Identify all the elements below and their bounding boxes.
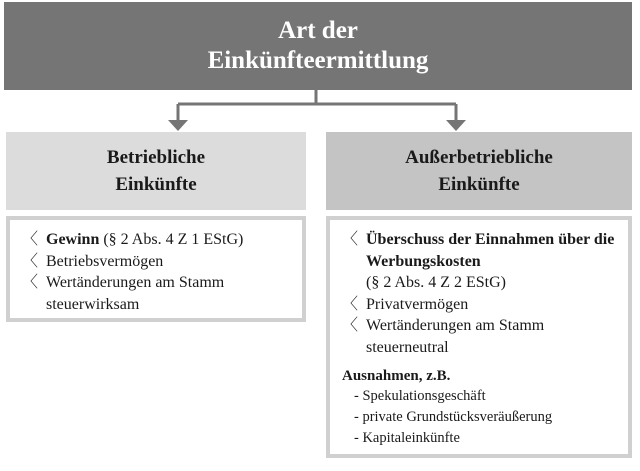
exception-item: - private Grundstücksveräußerung [354,409,553,425]
main-title-box [4,2,632,90]
list-item-text: Wertänderungen am Stamm steuerwirksam [46,274,225,313]
list-item-text: Privatvermögen [366,295,469,313]
list-item-bold: Überschuss der Einnahmen über die Werbungskosten [366,231,615,270]
list-item [22,251,292,273]
business-income-header [6,132,306,210]
bullet-icon: 〈 [22,274,39,291]
list-item-bold: Gewinn [46,231,100,248]
list-item [22,229,292,251]
list-item [22,272,292,315]
non-business-income-title-line1: Außerbetriebliche [405,147,553,168]
exception-item: - Kapitaleinkünfte [354,430,460,446]
list-item-text: Wertänderungen am Stamm steuerneutral [366,317,545,356]
bullet-icon: 〈 [22,252,39,270]
business-income-title-line2: Einkünfte [115,174,197,195]
business-income-title-line1: Betriebliche [106,147,206,168]
non-business-income-header [326,132,632,210]
bullet-icon: 〈 [342,295,359,313]
bullet-icon: 〈 [342,231,359,248]
list-item [342,229,618,294]
list-item [342,315,618,358]
list-item-text: Betriebsvermögen [46,252,164,270]
non-business-income-title-line2: Einkünfte [438,174,520,195]
list-item [342,294,618,316]
list-item-text: (§ 2 Abs. 4 Z 1 EStG) [99,231,244,248]
bullet-icon: 〈 [342,317,359,334]
business-income-list [6,216,306,322]
exceptions-title: Ausnahmen, z.B. [342,368,451,384]
exception-item: - Spekulationsgeschäft [354,388,486,404]
non-business-income-list [326,216,632,458]
list-item-text: (§ 2 Abs. 4 Z 2 EStG) [366,274,506,291]
main-title-line2: Einkünfteermittlung [207,47,429,74]
main-title-line1: Art der [278,17,358,44]
bullet-icon: 〈 [22,231,39,248]
